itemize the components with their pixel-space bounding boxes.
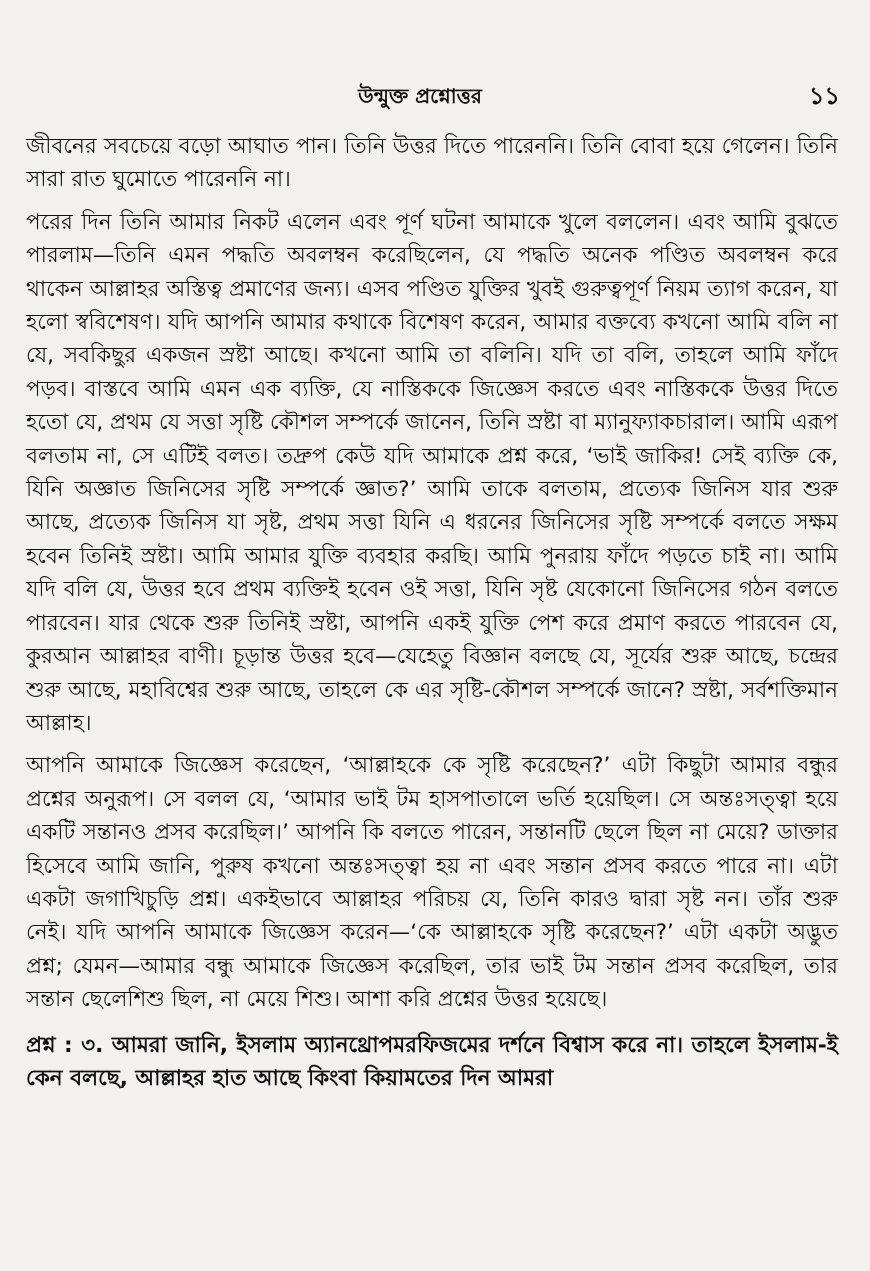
- page-header: [0, 82, 870, 114]
- running-title: উন্মুক্ত প্রশ্নোত্তর: [358, 84, 482, 108]
- paragraph-1: জীবনের সবচেয়ে বড়ো আঘাত পান। তিনি উত্তর দিতে পারেননি। তিনি বোবা হয়ে গেলেন। তিনি সারা রাত ঘুমোতে পারেননি না।: [26, 134, 838, 193]
- bleed-through-texture: [290, 20, 850, 50]
- question-heading: প্রশ্ন : ৩. আমরা জানি, ইসলাম অ্যানথ্রোপমরফিজমের দর্শনে বিশ্বাস করে না। তাহলে ইসলাম-ই কেন বলছে, আল্লাহর হাত আছে কিংবা কিয়ামতের দিন আমরা: [26, 1032, 838, 1091]
- page-body: [26, 130, 838, 1104]
- paragraph-3: আপনি আমাকে জিজ্ঞেস করেছেন, ‘আল্লাহকে কে সৃষ্টি করেছেন?’ এটা কিছুটা আমার বন্ধুর প্রশ্নের অনুরূপ। সে বলল যে, ‘আমার ভাই টম হাসপাতালে ভর্তি হয়েছিল। সে অন্তঃসত্ত্বা হয়ে একটি সন্তানও প্রসব করেছিল।’ আপনি কি বলতে পারেন, সন্তানটি ছেলে ছিল না মেয়ে? ডাক্তার হিসেবে আমি জানি, পুরুষ কখনো অন্তঃসত্ত্বা হয় না এবং সন্তান প্রসব করতে পারে না। এটা একটা জগাখিচুড়ি প্রশ্ন। একইভাবে আল্লাহর পরিচয় যে, তিনি কারও দ্বারা সৃষ্ট নন। তাঁর শুরু নেই। যদি আপনি আমাকে জিজ্ঞেস করেন—‘কে আল্লাহকে সৃষ্টি করেছেন?’ এটা একটা অদ্ভুত প্রশ্ন; যেমন—আমার বন্ধু আমাকে জিজ্ঞেস করেছিল, তার ভাই টম সন্তান প্রসব করেছিল, তার সন্তান ছেলেশিশু ছিল, না মেয়ে শিশু। আশা করি প্রশ্নের উত্তর হয়েছে।: [26, 753, 838, 1013]
- paragraph-2: পরের দিন তিনি আমার নিকট এলেন এবং পূর্ণ ঘটনা আমাকে খুলে বললেন। এবং আমি বুঝতে পারলাম—তিনি এমন পদ্ধতি অবলম্বন করেছিলেন, যে পদ্ধতি অনেক পণ্ডিত অবলম্বন করে থাকেন আল্লাহর অস্তিত্ব প্রমাণের জন্য। এসব পণ্ডিত যুক্তির খুবই গুরুত্বপূর্ণ নিয়ম ত্যাগ করেন, যা হলো স্ববিশেষণ। যদি আপনি আমার কথাকে বিশেষণ করেন, আমার বক্তব্যে কখনো আমি বলি না যে, সবকিছুর একজন স্রষ্টা আছে। কখনো আমি তা বলিনি। যদি তা বলি, তাহলে আমি ফাঁদে পড়ব। বাস্তবে আমি এমন এক ব্যক্তি, যে নাস্তিককে জিজ্ঞেস করতে এবং নাস্তিককে উত্তর দিতে হতো যে, প্রথম যে সত্তা সৃষ্টি কৌশল সম্পর্কে জানেন, তিনি স্রষ্টা বা ম্যানুফ্যাকচারাল। আমি এরূপ বলতাম না, সে এটিই বলত। তদ্রুপ কেউ যদি আমাকে প্রশ্ন করে, ‘ভাই জাকির! সেই ব্যক্তি কে, যিনি অজ্ঞাত জিনিসের সৃষ্টি সম্পর্কে জ্ঞাত?’ আমি তাকে বলতাম, প্রত্যেক জিনিস যার শুরু আছে, প্রত্যেক জিনিস যা সৃষ্ট, প্রথম সত্তা যিনি এ ধরনের জিনিসের সৃষ্টি সম্পর্কে বলতে সক্ষম হবেন তিনিই স্রষ্টা। আমি আমার যুক্তি ব্যবহার করছি। আমি পুনরায় ফাঁদে পড়তে চাই না। আমি যদি বলি যে, উত্তর হবে প্রথম ব্যক্তিই হবেন ওই সত্তা, যিনি সৃষ্ট যেকোনো জিনিসের গঠন বলতে পারবেন। যার থেকে শুরু তিনিই স্রষ্টা, আপনি একই যুক্তি পেশ করে প্রমাণ করতে পারবেন যে, কুরআন আল্লাহর বাণী। চূড়ান্ত উত্তর হবে—যেহেতু বিজ্ঞান বলছে যে, সূর্যের শুরু আছে, চন্দ্রের শুরু আছে, মহাবিশ্বের শুরু আছে, তাহলে কে এর সৃষ্টি-কৌশল সম্পর্কে জানে? স্রষ্টা, সর্বশক্তিমান আল্লাহ।: [26, 209, 838, 736]
- page-number: ১১: [808, 82, 840, 110]
